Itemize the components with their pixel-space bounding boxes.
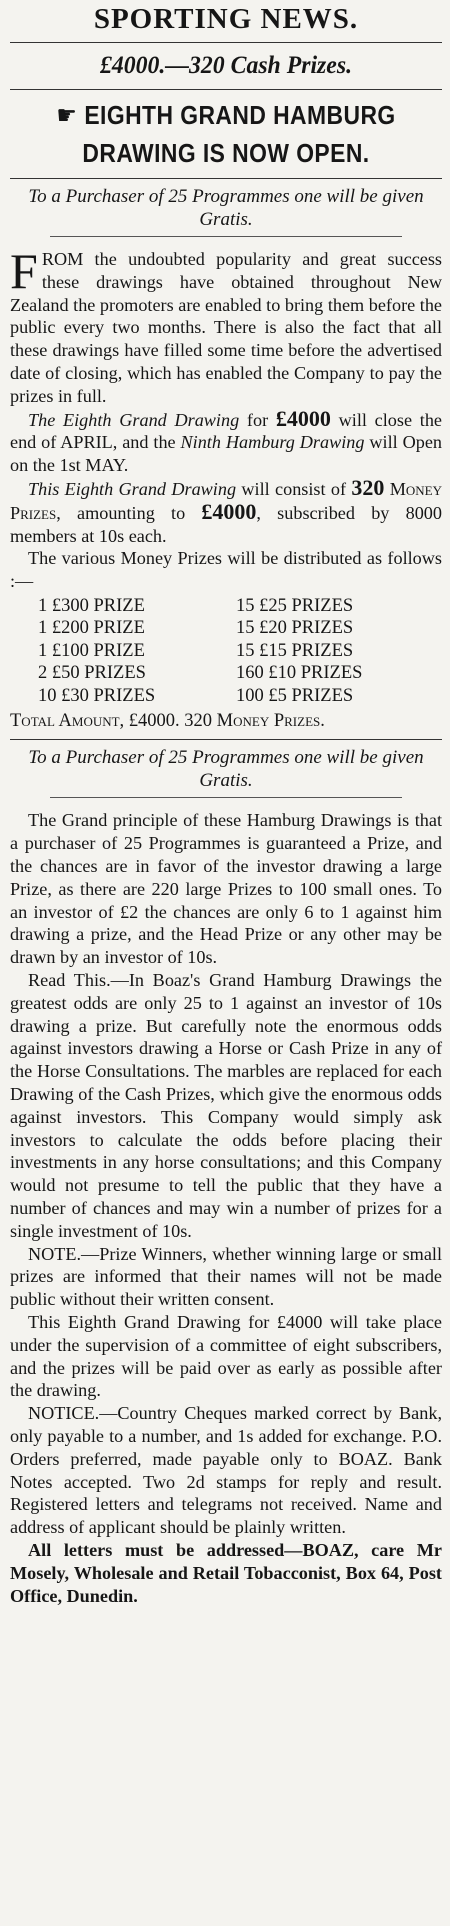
divider	[10, 178, 442, 179]
headline-line-2: DRAWING IS NOW OPEN.	[82, 138, 370, 168]
main-headline	[36, 96, 416, 134]
gratis-notice-top: To a Purchaser of 25 Programmes one will be given Gratis.	[28, 186, 424, 230]
table-row: 1 £200 PRIZE 15 £20 PRIZES	[38, 618, 354, 639]
drop-cap: F	[10, 243, 38, 299]
divider	[10, 89, 442, 90]
table-row: 2 £50 PRIZES 160 £10 PRIZES	[38, 663, 363, 684]
distribution-intro: The various Money Prizes will be distributed as follows :—	[10, 548, 442, 592]
intro-paragraph: FROM the undoubted popularity and great success these drawings have obtained throughout New Zealand the promoters are enabled to bring them before the public every two months. There is also the fact that all these drawings have filled some time before the advertised date of closing, which has enabled the Company to pay the prizes in full.	[10, 243, 442, 406]
principle-paragraph: The Grand principle of these Hamburg Drawings is that a purchaser of 25 Programmes is guaranteed a Prize, and the chances are in favor of the investor drawing a large Prize, as there are 220 large Prizes to 100 small ones. To an investor of £2 the chances are only 6 to 1 against him drawing a prize, and the Head Prize or any other may be drawn by an investor of 10s.	[10, 810, 442, 968]
page-title: SPORTING NEWS.	[93, 3, 359, 35]
committee-paragraph: This Eighth Grand Drawing for £4000 will take place under the supervision of a committee of eight subscribers, and the prizes will be paid over as early as possible after the drawing.	[10, 1311, 442, 1401]
address-paragraph: All letters must be addressed—BOAZ, care Mr Mosely, Wholesale and Retail Tobacconist, Box 64, Post Office, Dunedin.	[10, 1539, 442, 1606]
read-this-paragraph: Read This.—In Boaz's Grand Hamburg Drawings the greatest odds are only 25 to 1 against an investor of 10s drawing a prize. But carefully note the enormous odds against investors drawing a Horse or Cash Prize in any of the Horse Consultations. The marbles are replaced for each Drawing of the Cash Prizes, which give the enormous odds against investors. This Company would simply ask investors to calculate the odds before placing their investments in any horse consultations; and this Company would not presume to tell the public that they have a number of chances and may win a number of prizes for a single investment of 10s.	[10, 970, 442, 1241]
divider	[50, 236, 402, 237]
headline-line-1: EIGHTH GRAND HAMBURG	[84, 100, 396, 130]
note-paragraph: NOTE.—Prize Winners, whether winning large or small prizes are informed that their names will not be made public without their written consent.	[10, 1243, 442, 1310]
pointing-hand-icon: ☛	[56, 100, 78, 130]
divider	[10, 42, 442, 43]
divider	[10, 739, 442, 740]
closing-paragraph: The Eighth Grand Drawing for £4000 will close the end of APRIL, and the Ninth Hamburg Drawing will Open on the 1st MAY.	[10, 405, 442, 476]
advertisement-column	[10, 0, 442, 1607]
consist-paragraph: This Eighth Grand Drawing will consist of 320 Money Prizes, amounting to £4000, subscribed by 8000 members at 10s each.	[10, 474, 443, 546]
prize-table	[10, 595, 442, 708]
prize-headline: £4000.—320 Cash Prizes.	[99, 52, 353, 79]
gratis-notice-mid: To a Purchaser of 25 Programmes one will be given Gratis.	[28, 747, 424, 792]
table-row: 10 £30 PRIZES 100 £5 PRIZES	[38, 685, 354, 706]
table-row: 1 £300 PRIZE 15 £25 PRIZES	[38, 595, 354, 616]
total-line: Total Amount, £4000. 320 Money Prizes.	[10, 711, 325, 732]
notice-paragraph: NOTICE.—Country Cheques marked correct by Bank, only payable to a number, and 1s added for exchange. P.O. Orders preferred, made payable only to BOAZ. Bank Notes accepted. Two 2d stamps for reply and result. Registered letters and telegrams not received. Name and address of applicant should be plainly written.	[10, 1403, 442, 1538]
table-row: 1 £100 PRIZE 15 £15 PRIZES	[38, 640, 354, 661]
divider	[50, 797, 402, 798]
